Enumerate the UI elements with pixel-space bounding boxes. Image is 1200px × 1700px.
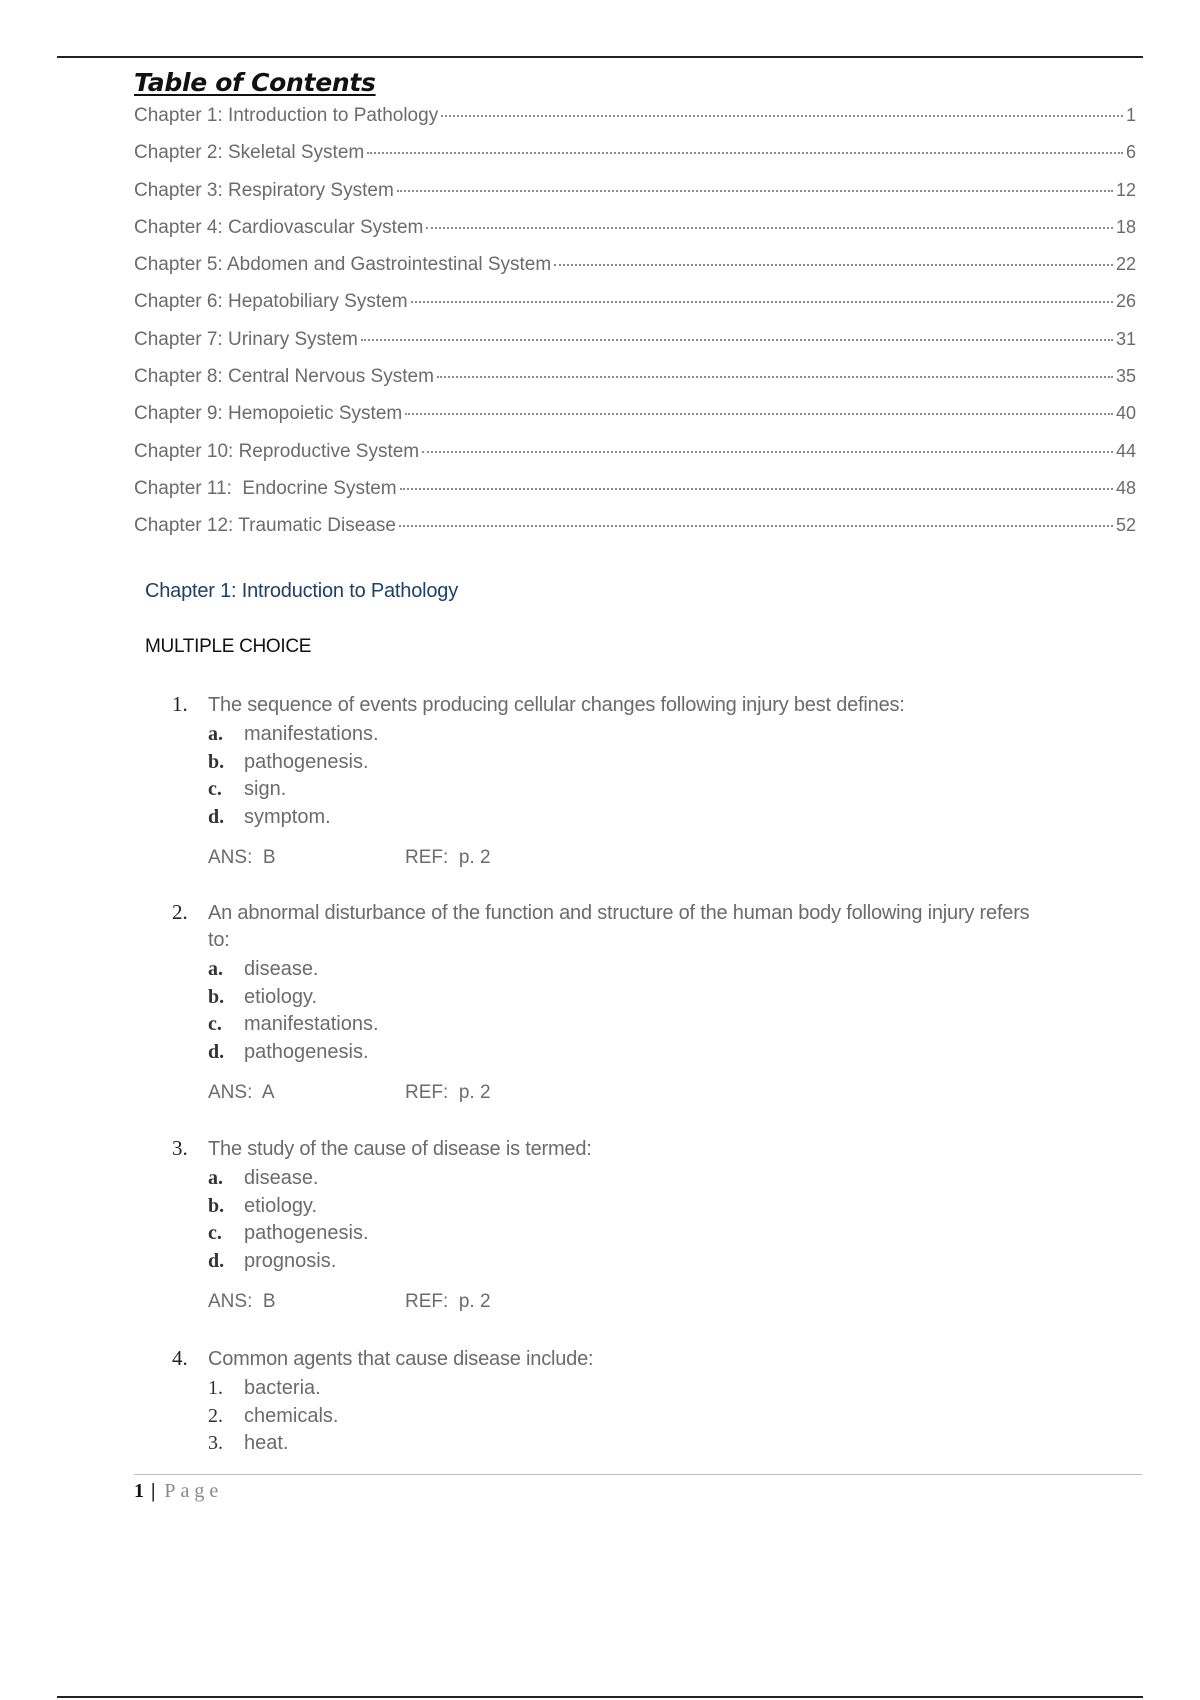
option-d — [208, 1039, 1072, 1067]
option-marker: 3. — [208, 1432, 223, 1454]
option-marker: a. — [208, 1167, 223, 1189]
option-marker: c. — [208, 1013, 222, 1035]
toc-entry-label: Chapter 12: Traumatic Disease — [134, 515, 396, 537]
option-marker: d. — [208, 1249, 225, 1272]
option-text: pathogenesis. — [244, 750, 369, 773]
toc-entry-chapter-10[interactable] — [134, 436, 1136, 473]
option-marker: d. — [208, 805, 225, 828]
toc-dot-leader — [405, 413, 1113, 415]
option-a — [208, 721, 1072, 749]
footer-separator: | — [151, 1480, 156, 1502]
option-list — [208, 1375, 1072, 1458]
option-text: etiology. — [244, 985, 318, 1008]
option-marker: c. — [208, 778, 222, 800]
toc-entry-page: 48 — [1115, 477, 1136, 498]
toc-entry-page: 44 — [1115, 440, 1136, 461]
answer-row — [208, 1291, 1072, 1313]
section-label: MULTIPLE CHOICE — [145, 636, 312, 657]
toc-dot-leader — [397, 190, 1113, 192]
page-footer — [134, 1478, 223, 1504]
toc-entry-label: Chapter 4: Cardiovascular System — [134, 216, 424, 238]
answer-reference: REF: p. 2 — [405, 847, 491, 868]
option-list — [208, 1165, 1072, 1275]
footer-rule — [134, 1474, 1142, 1475]
option-text: symptom. — [244, 805, 331, 828]
answer-key: ANS: A — [208, 1082, 275, 1103]
page-word: Page — [164, 1480, 224, 1502]
toc-dot-leader — [441, 115, 1123, 117]
answer-key: ANS: B — [208, 847, 276, 868]
toc-dot-leader — [554, 264, 1113, 266]
option-text: sign. — [244, 778, 287, 800]
option-text: pathogenesis. — [244, 1040, 369, 1063]
question-number: 1. — [172, 692, 188, 716]
option-text: disease. — [244, 1167, 319, 1189]
toc-entry-chapter-5[interactable] — [134, 249, 1136, 286]
question-text: The study of the cause of disease is termed: — [208, 1138, 592, 1160]
option-d — [208, 1248, 1072, 1276]
question-number: 4. — [172, 1346, 188, 1370]
toc-entry-chapter-2[interactable] — [134, 137, 1136, 174]
toc-entry-label: Chapter 10: Reproductive System — [134, 440, 420, 462]
toc-entry-label: Chapter 3: Respiratory System — [134, 179, 394, 201]
bottom-rule — [57, 1696, 1143, 1698]
option-text: prognosis. — [244, 1249, 337, 1272]
toc-dot-leader — [400, 488, 1113, 490]
option-text: bacteria. — [244, 1377, 321, 1399]
question-text: The sequence of events producing cellular changes following injury best defines: — [208, 694, 905, 716]
option-3 — [208, 1430, 1072, 1458]
toc-entry-page: 22 — [1115, 254, 1136, 275]
toc-entry-page: 35 — [1115, 366, 1136, 387]
toc-entry-chapter-9[interactable] — [134, 398, 1136, 435]
answer-row — [208, 1082, 1072, 1104]
option-list — [208, 721, 1072, 831]
option-a — [208, 956, 1072, 984]
toc-entry-label: Chapter 5: Abdomen and Gastrointestinal System — [134, 254, 552, 276]
toc-entry-label: Chapter 8: Central Nervous System — [134, 366, 434, 388]
toc-entry-page: 18 — [1115, 216, 1136, 237]
question-2 — [172, 900, 1072, 1104]
toc-entry-page: 31 — [1115, 328, 1136, 349]
option-marker: a. — [208, 723, 223, 745]
option-2 — [208, 1403, 1072, 1431]
answer-reference: REF: p. 2 — [405, 1082, 491, 1103]
toc-title: Table of Contents — [134, 68, 376, 97]
toc-dot-leader — [426, 227, 1113, 229]
option-a — [208, 1165, 1072, 1193]
toc-dot-leader — [411, 301, 1113, 303]
option-marker: b. — [208, 750, 225, 773]
toc-dot-leader — [367, 152, 1123, 154]
toc-entry-page: 52 — [1115, 515, 1136, 536]
toc-entry-page: 26 — [1115, 291, 1136, 312]
option-marker: 1. — [208, 1377, 223, 1399]
toc-entry-chapter-3[interactable] — [134, 175, 1136, 212]
toc-entry-page: 1 — [1125, 105, 1136, 125]
option-text: etiology. — [244, 1194, 318, 1217]
option-b — [208, 984, 1072, 1012]
toc-entry-label: Chapter 7: Urinary System — [134, 328, 358, 350]
toc-entry-chapter-11[interactable] — [134, 473, 1136, 510]
question-number: 3. — [172, 1136, 188, 1160]
answer-row — [208, 847, 1072, 869]
option-c — [208, 1011, 1072, 1039]
toc-entry-page: 6 — [1125, 142, 1136, 163]
option-1 — [208, 1375, 1072, 1403]
option-text: heat. — [244, 1432, 289, 1454]
option-list — [208, 956, 1072, 1066]
toc-entry-chapter-12[interactable] — [134, 510, 1136, 547]
option-text: chemicals. — [244, 1404, 339, 1427]
option-text: manifestations. — [244, 723, 379, 745]
toc-dot-leader — [399, 525, 1113, 527]
toc-entry-label: Chapter 9: Hemopoietic System — [134, 403, 403, 425]
option-marker: d. — [208, 1040, 225, 1063]
toc-dot-leader — [422, 451, 1113, 453]
toc-dot-leader — [361, 339, 1113, 341]
toc-entry-label: Chapter 11: Endocrine System — [134, 477, 397, 499]
question-1 — [172, 692, 1072, 869]
page-number: 1 — [134, 1480, 144, 1502]
chapter-heading: Chapter 1: Introduction to Pathology — [145, 580, 459, 602]
toc-entry-chapter-1[interactable] — [134, 100, 1136, 137]
question-text: An abnormal disturbance of the function and structure of the human body following injury refers to: — [208, 902, 1030, 951]
question-4 — [172, 1346, 1072, 1458]
toc-entry-chapter-7[interactable] — [134, 324, 1136, 361]
option-marker: b. — [208, 985, 225, 1008]
option-marker: 2. — [208, 1404, 223, 1427]
option-c — [208, 1220, 1072, 1248]
toc-entry-page: 12 — [1115, 179, 1136, 200]
top-rule — [57, 56, 1143, 58]
option-marker: b. — [208, 1194, 225, 1217]
toc-entry-label: Chapter 1: Introduction to Pathology — [134, 105, 439, 126]
question-number: 2. — [172, 900, 188, 924]
option-marker: a. — [208, 958, 223, 980]
toc-entry-page: 40 — [1115, 403, 1136, 424]
option-marker: c. — [208, 1222, 222, 1244]
toc-dot-leader — [437, 376, 1113, 378]
toc-entry-chapter-6[interactable] — [134, 286, 1136, 323]
table-of-contents — [134, 100, 1136, 548]
answer-key: ANS: B — [208, 1291, 276, 1312]
toc-entry-chapter-4[interactable] — [134, 212, 1136, 249]
option-b — [208, 749, 1072, 777]
option-d — [208, 804, 1072, 832]
toc-entry-label: Chapter 2: Skeletal System — [134, 142, 365, 164]
question-3 — [172, 1136, 1072, 1313]
question-text: Common agents that cause disease include: — [208, 1348, 594, 1370]
answer-reference: REF: p. 2 — [405, 1291, 491, 1312]
option-b — [208, 1193, 1072, 1221]
option-text: disease. — [244, 958, 319, 980]
option-text: pathogenesis. — [244, 1222, 369, 1244]
toc-entry-label: Chapter 6: Hepatobiliary System — [134, 291, 408, 313]
option-text: manifestations. — [244, 1013, 379, 1035]
option-c — [208, 776, 1072, 804]
toc-entry-chapter-8[interactable] — [134, 361, 1136, 398]
